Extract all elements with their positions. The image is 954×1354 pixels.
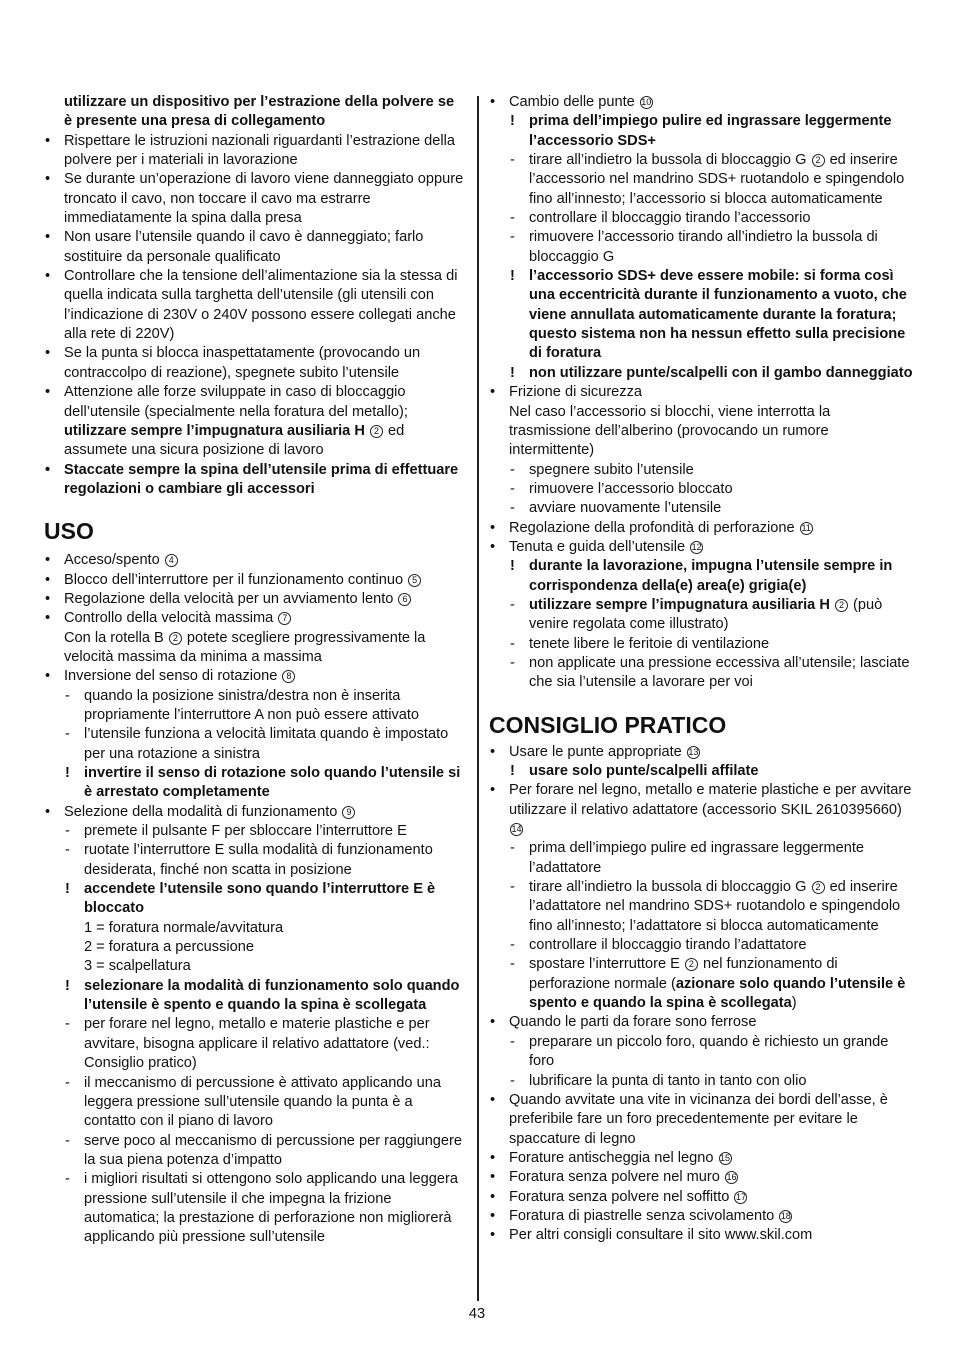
list-item-text: Tenuta e guida dell’utensile xyxy=(509,538,686,555)
sub-item-bold: azionare solo quando l’utensile è spento e quando la spina è scollegata xyxy=(529,975,906,1012)
reference-number: 8 xyxy=(282,670,295,683)
mode-option: 3 = scalpellatura xyxy=(84,958,191,975)
list-item: • Per altri consigli consultare il sito www.skil.com xyxy=(489,1226,914,1245)
list-item-bold: utilizzare sempre l’impugnatura ausiliaria H xyxy=(64,422,365,439)
sub-item: - preparare un piccolo foro, quando è richiesto un grande foro xyxy=(489,1033,914,1072)
list-item xyxy=(44,590,464,609)
list-item-text: Per forare nel legno, metallo e materie plastiche e per avvitare utilizzare il relativo adattatore (accessorio SKIL 2610395660) xyxy=(509,782,912,818)
list-item-text: Cambio delle punte xyxy=(509,94,635,110)
list-item xyxy=(489,519,914,538)
warning-item: ! prima dell’impiego pulire ed ingrassare leggermente l’accessorio SDS+ xyxy=(489,112,914,151)
reference-number: 6 xyxy=(398,593,411,606)
list-item-text: potete scegliere progressivamente la velocità massima da minima a massima xyxy=(64,629,426,665)
list-item xyxy=(489,1168,914,1187)
unplug-warning: • Staccate sempre la spina dell’utensile prima di effettuare regolazioni o cambiare gli accessori xyxy=(44,461,464,500)
column-divider xyxy=(477,96,479,1301)
list-item xyxy=(489,781,914,839)
list-item xyxy=(44,803,464,822)
list-item xyxy=(489,1207,914,1226)
section-title-uso: USO xyxy=(44,518,94,545)
sub-item: - per forare nel legno, metallo e materie plastiche e per avvitare, bisogna applicare il relativo adattatore (ved.: Consiglio pratico) xyxy=(44,1015,464,1073)
list-item-text: Blocco dell’interruttore per il funzionamento continuo xyxy=(64,571,404,588)
reference-number: 14 xyxy=(511,824,522,835)
reference-number: 11 xyxy=(801,522,811,533)
sub-item: - il meccanismo di percussione è attivato applicando una leggera pressione sull’utensile quando la punta è a contatto con il piano di lavoro xyxy=(44,1074,464,1132)
sub-item xyxy=(489,151,914,209)
intro-warning: utilizzare un dispositivo per l’estrazione della polvere se è presente una presa di collegamento xyxy=(64,94,455,130)
warning-item: ! non utilizzare punte/scalpelli con il gambo danneggiato xyxy=(489,364,914,383)
sub-item-text: spostare l’interruttore E xyxy=(529,956,680,973)
sub-item-text: ed inserire l’accessorio nel mandrino SDS+ ruotandolo e spingendolo fino all’innesto; l’accessorio si blocca automaticamente xyxy=(529,152,905,207)
sub-item: - serve poco al meccanismo di percussione per raggiungere la sua piena potenza d’impatto xyxy=(44,1132,464,1171)
right-column xyxy=(489,93,914,1246)
reference-number: 9 xyxy=(342,806,355,819)
section-title-consiglio-pratico: CONSIGLIO PRATICO xyxy=(489,711,727,738)
reference-number: 2 xyxy=(370,425,383,438)
sub-item-text: (può venire regolata come illustrato) xyxy=(529,596,883,633)
sub-item: - lubrificare la punta di tanto in tanto con olio xyxy=(489,1072,914,1091)
list-item-text: Inversione del senso di rotazione xyxy=(64,668,278,685)
reference-number: 16 xyxy=(726,1172,737,1183)
list-item xyxy=(489,1149,914,1168)
list-item xyxy=(489,93,914,112)
sub-item: - l’utensile funziona a velocità limitata quando è impostato per una rotazione a sinistra xyxy=(44,725,464,764)
mode-option: 1 = foratura normale/avvitatura xyxy=(84,919,284,936)
list-item: • Se la punta si blocca inaspettatamente (provocando un contraccolpo di reazione), spegnete subito l’utensile xyxy=(44,344,464,383)
reference-number: 2 xyxy=(812,154,825,167)
reference-number: 17 xyxy=(735,1191,746,1202)
list-item: • Controllare che la tensione dell’alimentazione sia la stessa di quella indicata sulla targhetta dell’utensile (gli utensili con l’indicazione di 230V o 240V possono essere collegati anche alla rete di 220V) xyxy=(44,267,464,344)
list-item xyxy=(44,383,464,460)
page-number: 43 xyxy=(468,1306,486,1322)
sub-item-text: tirare all’indietro la bussola di bloccaggio G xyxy=(529,879,807,896)
list-item-text: Regolazione della profondità di perforazione xyxy=(509,519,795,536)
list-item-text: Foratura di piastrelle senza scivolamento xyxy=(509,1207,775,1224)
list-item: • Se durante un’operazione di lavoro viene danneggiato oppure troncato il cavo, non toccare il cavo ma estrarre immediatamente la spina dalla presa xyxy=(44,170,464,228)
left-column xyxy=(44,93,464,1248)
mode-option: 2 = foratura a percussione xyxy=(84,939,254,956)
reference-number: 2 xyxy=(685,958,698,971)
list-item-text: Foratura senza polvere nel muro xyxy=(509,1169,720,1186)
list-item: • Rispettare le istruzioni nazionali riguardanti l’estrazione della polvere per i materiali in lavorazione xyxy=(44,132,464,171)
reference-number: 2 xyxy=(812,881,825,894)
warning-item: ! accendete l’utensile sono quando l’interruttore E è bloccato xyxy=(44,880,464,919)
sub-item: - quando la posizione sinistra/destra non è inserita propriamente l’interruttore A non può essere attivato xyxy=(44,687,464,726)
sub-item: - non applicate una pressione eccessiva all’utensile; lasciate che sia l’utensile a lavorare per voi xyxy=(489,654,914,693)
sub-item: - rimuovere l’accessorio tirando all’indietro la bussola di bloccaggio G xyxy=(489,228,914,267)
list-item xyxy=(44,571,464,590)
sub-item-bold: utilizzare sempre l’impugnatura ausiliaria H xyxy=(529,596,830,613)
list-item: • Quando avvitate una vite in vicinanza dei bordi dell’asse, è preferibile fare un foro precedentemente per evitare le spaccature di legno xyxy=(489,1091,914,1149)
list-item-continuation xyxy=(44,629,464,668)
list-item xyxy=(489,743,914,762)
warning-item: ! usare solo punte/scalpelli affilate xyxy=(489,762,914,781)
reference-number: 5 xyxy=(408,574,421,587)
list-item: • Non usare l’utensile quando il cavo è danneggiato; farlo sostituire da personale qualificato xyxy=(44,228,464,267)
sub-item: - ruotate l’interruttore E sulla modalità di funzionamento desiderata, finché non scatta in posizione xyxy=(44,841,464,880)
reference-number: 7 xyxy=(278,612,291,625)
list-item: • Frizione di sicurezza xyxy=(489,383,914,402)
sub-item: - premete il pulsante F per sbloccare l’interruttore E xyxy=(44,822,464,841)
list-item-text: Foratura senza polvere nel soffitto xyxy=(509,1188,730,1205)
list-item xyxy=(44,609,464,628)
list-item-text: Con la rotella B xyxy=(64,629,164,646)
reference-number: 18 xyxy=(780,1210,791,1221)
sub-item: - tenete libere le feritoie di ventilazione xyxy=(489,635,914,654)
list-item xyxy=(489,1188,914,1207)
reference-number: 2 xyxy=(835,599,848,612)
list-item-text: Controllo della velocità massima xyxy=(64,610,274,627)
warning-item: ! l’accessorio SDS+ deve essere mobile: si forma così una eccentricità durante il funzionamento a vuoto, che viene annullata automaticamente durante la foratura; questo sistema non ha nessun effetto sulla precisione di foratura xyxy=(489,267,914,364)
reference-number: 2 xyxy=(169,632,182,645)
warning-item: ! selezionare la modalità di funzionamento solo quando l’utensile è spento e quando la spina è scollegata xyxy=(44,977,464,1016)
list-item-continuation: Nel caso l’accessorio si blocchi, viene interrotta la trasmissione dell’alberino (provocando un rumore intermittente) xyxy=(509,403,831,459)
list-item-text: Acceso/spento xyxy=(64,552,160,569)
sub-item: - rimuovere l’accessorio bloccato xyxy=(489,480,914,499)
sub-item-text: nel funzionamento di perforazione normale ( xyxy=(529,956,838,992)
sub-item: - prima dell’impiego pulire ed ingrassare leggermente l’adattatore xyxy=(489,839,914,878)
list-item-text: Usare le punte appropriate xyxy=(509,743,682,760)
sub-item xyxy=(489,596,914,635)
reference-number: 15 xyxy=(720,1152,731,1163)
sub-item: - i migliori risultati si ottengono solo applicando una leggera pressione sull’utensile il che impegna la frizione automatica; la prestazione di perforazione non migliorerà applicando più pressione sull’utensile xyxy=(44,1170,464,1247)
list-item-text: Regolazione della velocità per un avviamento lento xyxy=(64,590,394,607)
list-item-text: Selezione della modalità di funzionamento xyxy=(64,803,338,820)
sub-item: - controllare il bloccaggio tirando l’accessorio xyxy=(489,209,914,228)
list-item: • Quando le parti da forare sono ferrose xyxy=(489,1013,914,1032)
reference-number: 10 xyxy=(641,97,652,107)
reference-number: 13 xyxy=(688,746,699,757)
sub-item xyxy=(489,955,914,1013)
warning-item: ! invertire il senso di rotazione solo quando l’utensile si è arrestato completamente xyxy=(44,764,464,803)
list-item-text: Forature antischeggia nel legno xyxy=(509,1149,714,1166)
reference-number: 4 xyxy=(165,554,178,567)
sub-item: - spegnere subito l’utensile xyxy=(489,461,914,480)
sub-item-text: ed inserire l’adattatore nel mandrino SDS+ ruotandolo e spingendolo fino all’innesto; l’adattatore si blocca automaticamente xyxy=(529,879,901,934)
sub-item: - avviare nuovamente l’utensile xyxy=(489,499,914,518)
list-item xyxy=(489,538,914,557)
sub-item-text: ) xyxy=(791,995,797,1012)
warning-item: ! durante la lavorazione, impugna l’utensile sempre in corrispondenza della(e) area(e) grigia(e) xyxy=(489,557,914,596)
list-item xyxy=(44,551,464,570)
list-item-text: Attenzione alle forze sviluppate in caso di bloccaggio dell’utensile (specialmente nella foratura del metallo); xyxy=(64,384,408,420)
list-item-text: ed assumete una sicura posizione di lavoro xyxy=(64,422,405,459)
list-item xyxy=(44,667,464,686)
sub-item: - controllare il bloccaggio tirando l’adattatore xyxy=(489,936,914,955)
sub-item-text: tirare all’indietro la bussola di bloccaggio G xyxy=(529,152,807,169)
reference-number: 12 xyxy=(691,541,702,552)
sub-item xyxy=(489,878,914,936)
